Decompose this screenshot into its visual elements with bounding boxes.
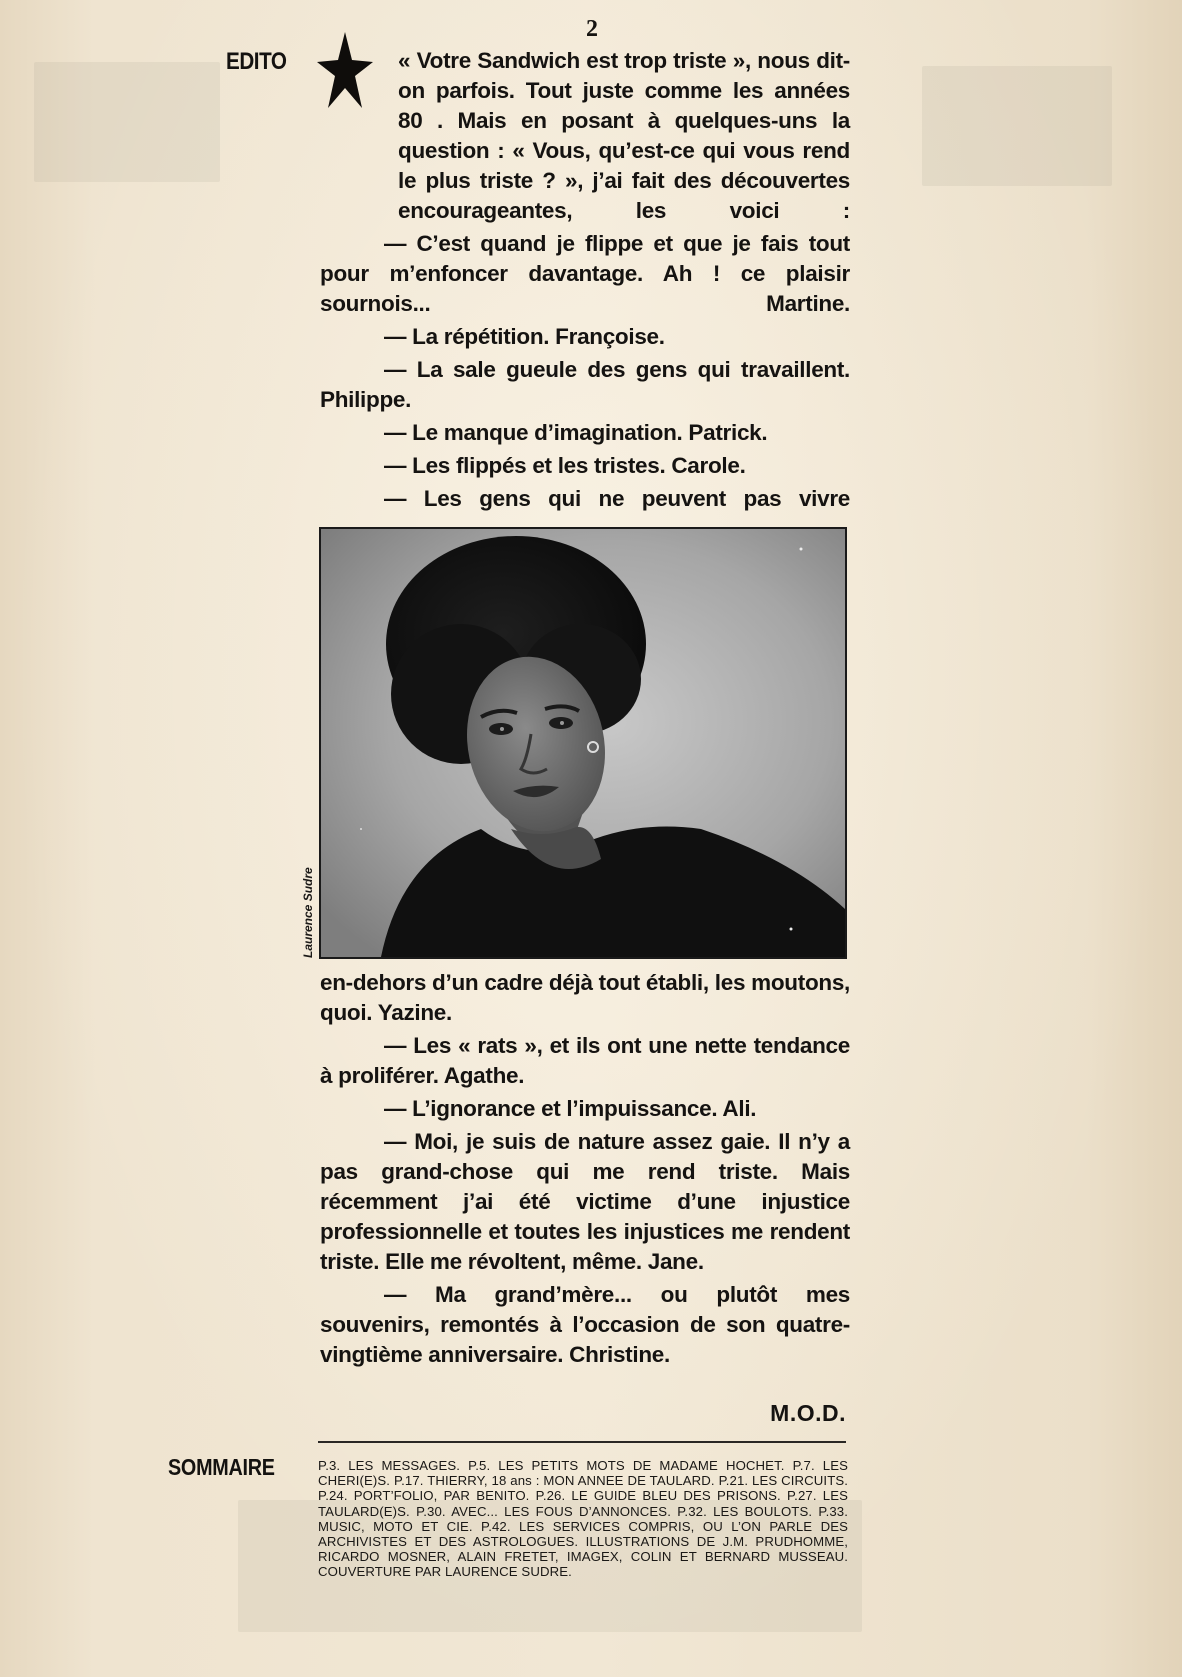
section-divider bbox=[318, 1441, 846, 1443]
edito-quote-francoise: — La répétition. Françoise. bbox=[384, 324, 665, 349]
edito-quote-philippe: — La sale gueule des gens qui travaillent. Philippe. bbox=[320, 357, 850, 412]
edito-quote-jane: — Moi, je suis de nature assez gaie. Il n’y a pas grand-chose qui me rend triste. Mais récemment j’ai été victime d’une injustice professionnelle et toutes les injustices me rendent triste. Elle me révoltent, même. Jane. bbox=[320, 1129, 850, 1274]
page-number: 2 bbox=[586, 16, 598, 42]
edito-quote-christine: — Ma grand’mère... ou plutôt mes souvenirs, remontés à l’occasion de son quatre-vingtième anniversaire. Christine. bbox=[320, 1282, 850, 1367]
edito-quote-yazine-start: — Les gens qui ne peuvent pas vivre bbox=[384, 486, 850, 511]
show-through-left-column bbox=[200, 560, 310, 1260]
show-through-right-column bbox=[910, 520, 1050, 1240]
edito-text-upper bbox=[320, 46, 850, 514]
edito-signature: M.O.D. bbox=[770, 1400, 846, 1426]
sommaire-contents bbox=[318, 1458, 848, 1580]
edito-quote-ali: — L’ignorance et l’impuissance. Ali. bbox=[384, 1096, 757, 1121]
edito-quote-martine: — C’est quand je flippe et que je fais tout pour m’enfoncer davantage. Ah ! ce plaisir sournois... Martine. bbox=[320, 231, 850, 316]
sommaire-heading: SOMMAIRE bbox=[168, 1454, 275, 1480]
sommaire-age-word: ans bbox=[510, 1473, 532, 1489]
show-through-right-box bbox=[922, 66, 1112, 186]
sommaire-text-part-2: : MON ANNEE DE TAULARD. P.21. LES CIRCUITS. P.24. PORT’FOLIO, PAR BENITO. P.26. LE GUIDE BLEU DES PRISONS. P.27. LES TAULARD(E)S. P.30. AVEC... LES FOUS D’ANNONCES. P.32. LES BOULOTS. P.33. MUSIC, MOTO ET CIE. P.42. LES SERVICES COMPRIS, OU L’ON PARLE DES ARCHIVISTES ET DES ASTROLOGUES. ILLUSTRATIONS DE J.M. PRUDHOMME, RICARDO MOSNER, ALAIN FRETET, IMAGEX, COLIN ET BERNARD MUSSEAU. COUVERTURE PAR LAURENCE SUDRE. bbox=[318, 1473, 849, 1580]
edito-quote-yazine-end: en-dehors d’un cadre déjà tout établi, les moutons, quoi. Yazine. bbox=[320, 970, 850, 1025]
edito-heading: EDITO bbox=[226, 48, 287, 75]
sommaire-text-part-1: P.3. LES MESSAGES. P.5. LES PETITS MOTS DE MADAME HOCHET. P.7. LES CHERI(E)S. P.17. THIERRY, 18 bbox=[318, 1458, 848, 1489]
edito-quote-patrick: — Le manque d’imagination. Patrick. bbox=[384, 420, 768, 445]
edito-text-lower bbox=[320, 968, 850, 1370]
portrait-photo-image bbox=[321, 529, 845, 957]
show-through-left-box bbox=[34, 62, 220, 182]
edito-quote-agathe: — Les « rats », et ils ont une nette tendance à proliférer. Agathe. bbox=[320, 1033, 850, 1088]
photo-credit: Laurence Sudre bbox=[301, 867, 315, 958]
portrait-photo bbox=[319, 527, 847, 959]
edito-paragraph: « Votre Sandwich est trop triste », nous dit-on parfois. Tout juste comme les années 80 . Mais en posant à quelques-uns la question : « Vous, qu’est-ce qui vous rend le plus triste ? », j’ai fait des découvertes encourageantes, les voici : bbox=[398, 48, 850, 223]
edito-quote-carole: — Les flippés et les tristes. Carole. bbox=[384, 453, 746, 478]
